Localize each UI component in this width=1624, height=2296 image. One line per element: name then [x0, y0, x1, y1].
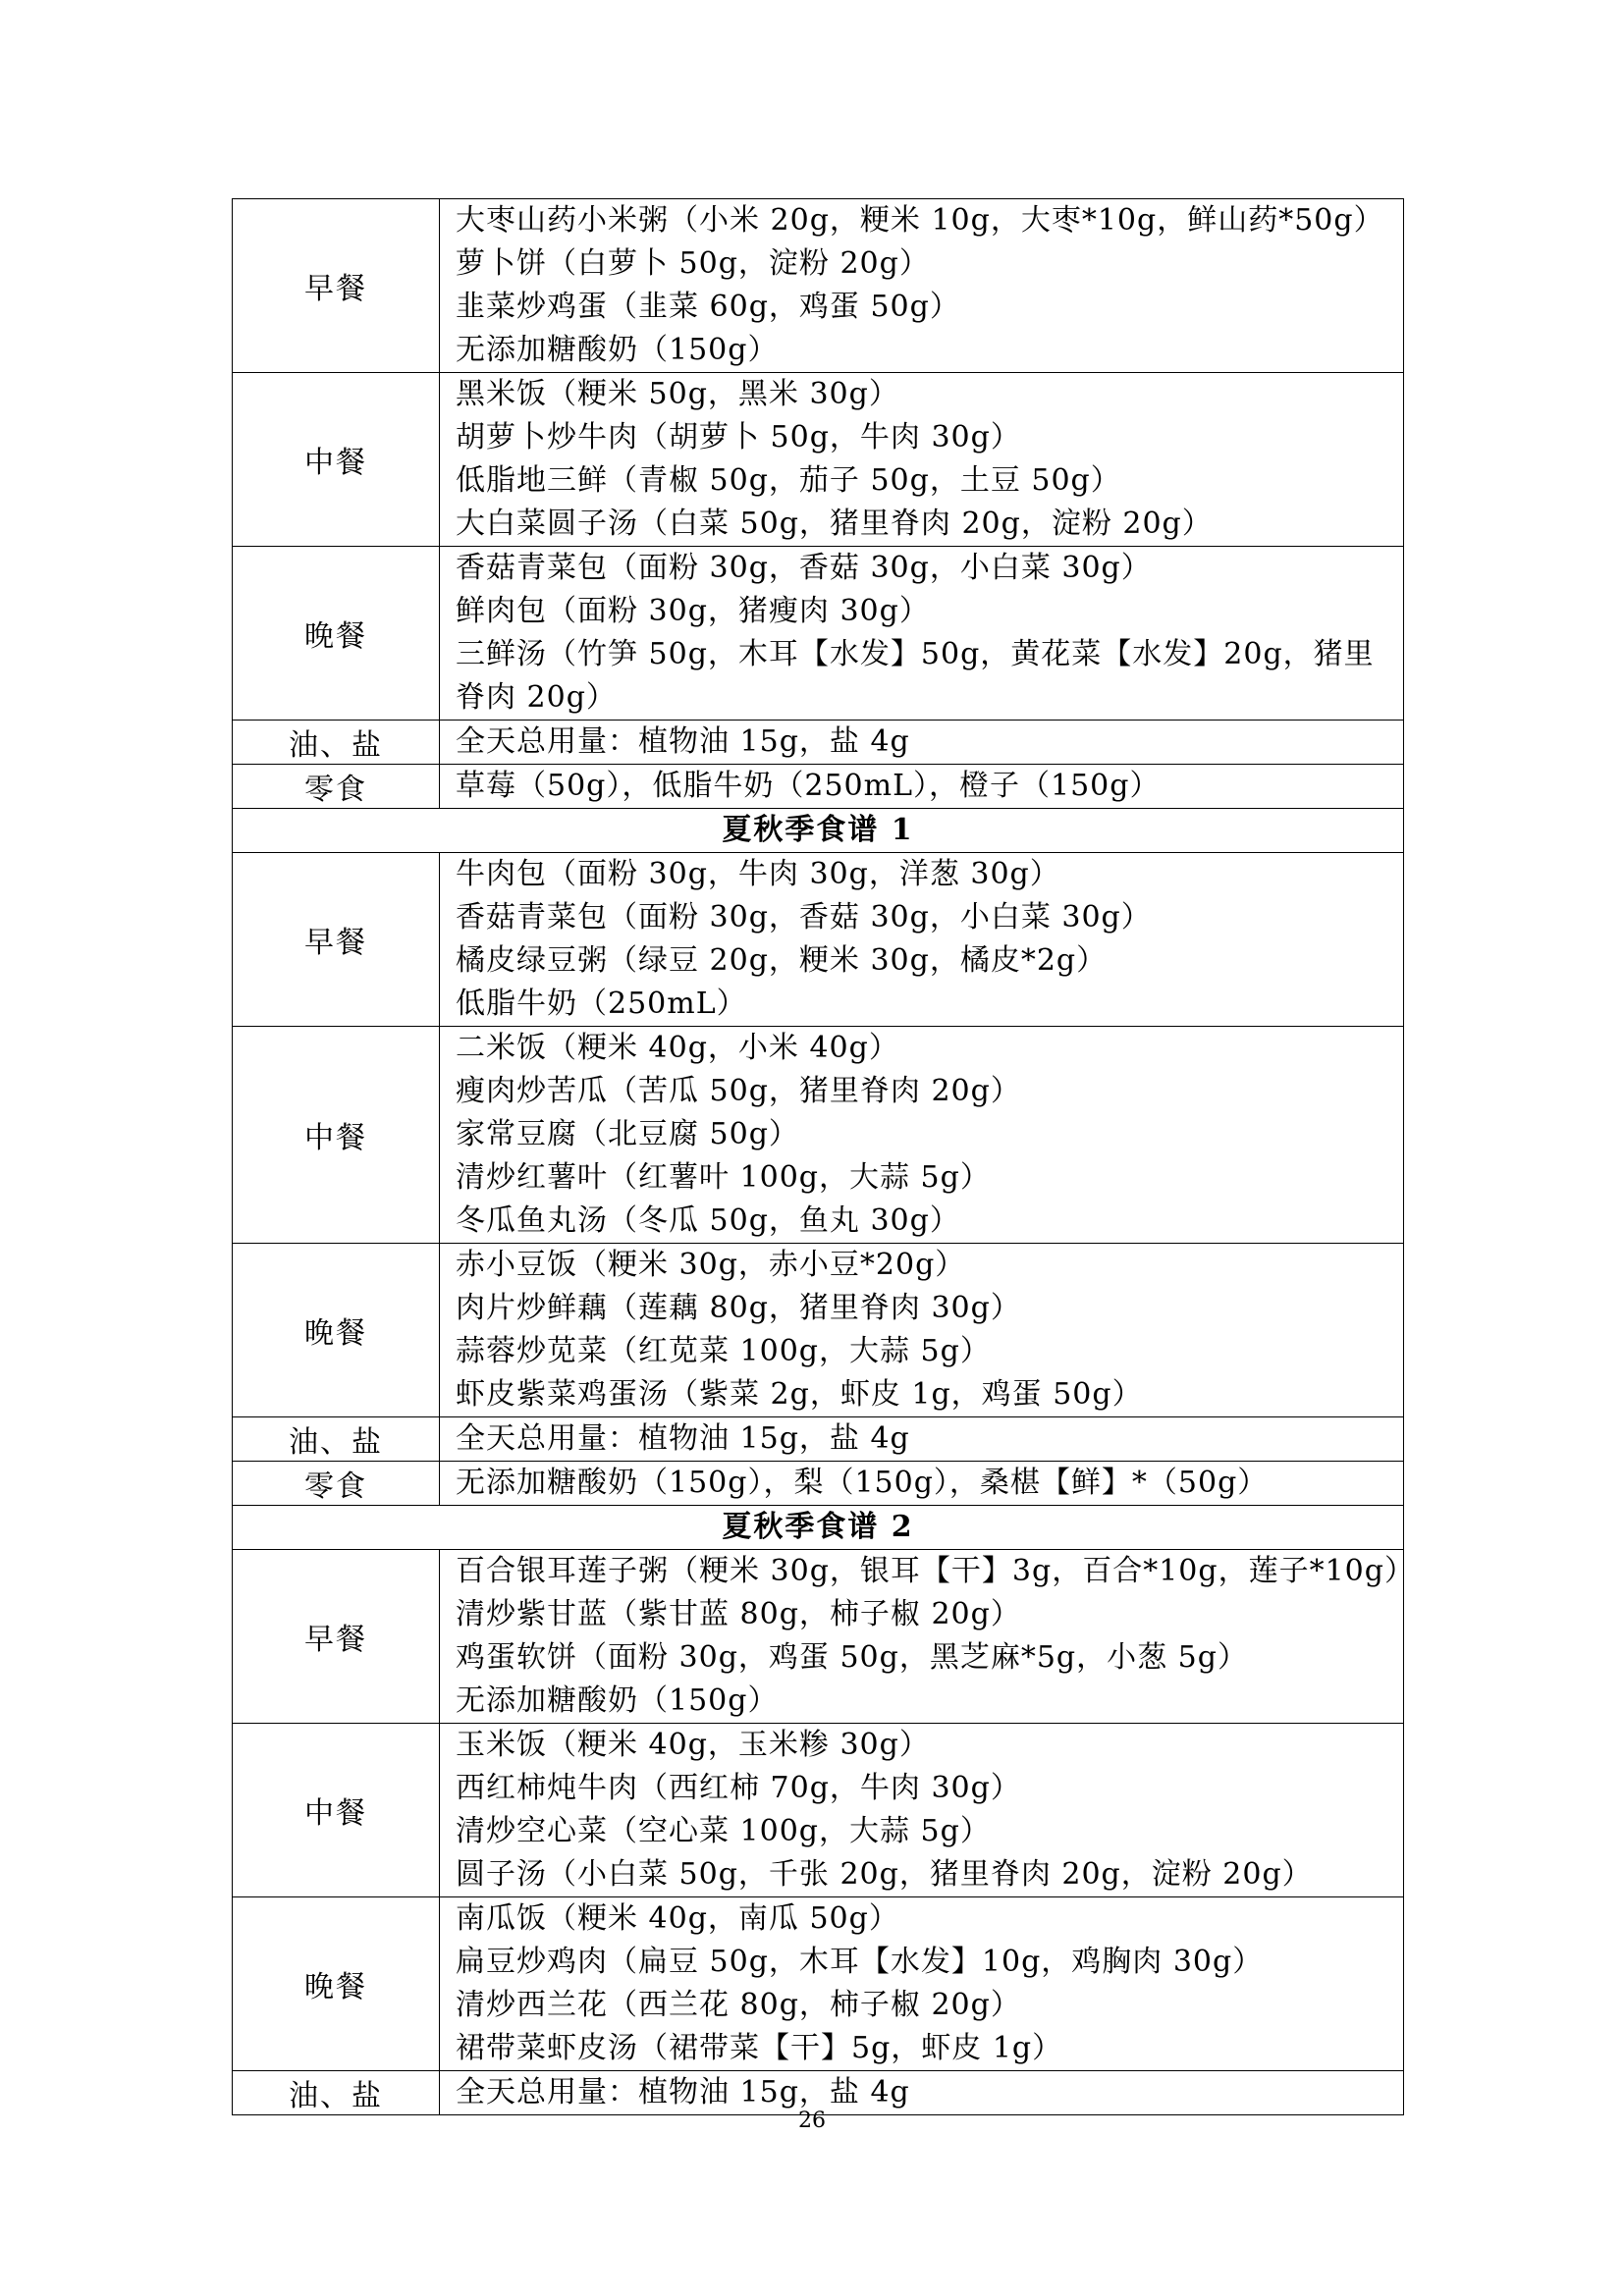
meal-row — [233, 1724, 1404, 1897]
meal-row — [233, 1550, 1404, 1724]
dish-line: 无添加糖酸奶（150g），梨（150g），桑椹【鲜】*（50g） — [456, 1466, 1269, 1500]
meal-row — [233, 1244, 1404, 1417]
meal-label: 晚餐 — [233, 547, 440, 721]
meal-label: 晚餐 — [233, 1244, 440, 1417]
dish-line: 肉片炒鲜藕（莲藕 80g，猪里脊肉 30g） — [456, 1291, 1021, 1325]
meal-items — [440, 199, 1404, 373]
dish-line: 鲜肉包（面粉 30g，猪瘦肉 30g） — [456, 594, 930, 628]
dish-line: 三鲜汤（竹笋 50g，木耳【水发】50g，黄花菜【水发】20g，猪里脊肉 20g） — [456, 637, 1375, 715]
meal-row — [233, 1027, 1404, 1244]
dish-line: 牛肉包（面粉 30g，牛肉 30g，洋葱 30g） — [456, 857, 1060, 891]
meal-label: 油、盐 — [233, 2071, 440, 2115]
dish-line: 橘皮绿豆粥（绿豆 20g，粳米 30g，橘皮*2g） — [456, 943, 1108, 978]
dish-line: 裙带菜虾皮汤（裙带菜【干】5g，虾皮 1g） — [456, 2031, 1063, 2065]
section-title: 夏秋季食谱 2 — [233, 1506, 1404, 1550]
meal-row — [233, 765, 1404, 809]
dish-line: 瘦肉炒苦瓜（苦瓜 50g，猪里脊肉 20g） — [456, 1074, 1021, 1108]
meal-row — [233, 721, 1404, 765]
meal-items — [440, 853, 1404, 1027]
dish-line: 南瓜饭（粳米 40g，南瓜 50g） — [456, 1901, 899, 1936]
dish-line: 玉米饭（粳米 40g，玉米糁 30g） — [456, 1728, 930, 1762]
dish-line: 清炒紫甘蓝（紫甘蓝 80g，柿子椒 20g） — [456, 1597, 1021, 1631]
section-row — [233, 1506, 1404, 1550]
dish-line: 香菇青菜包（面粉 30g，香菇 30g，小白菜 30g） — [456, 900, 1152, 934]
dish-line: 赤小豆饭（粳米 30g，赤小豆*20g） — [456, 1248, 966, 1282]
dish-line: 二米饭（粳米 40g，小米 40g） — [456, 1031, 899, 1065]
dish-line: 草莓（50g），低脂牛奶（250mL），橙子（150g） — [456, 769, 1161, 803]
meal-label: 油、盐 — [233, 721, 440, 765]
meal-items — [440, 765, 1404, 809]
meal-row — [233, 1897, 1404, 2071]
dish-line: 无添加糖酸奶（150g） — [456, 1683, 779, 1718]
meal-label: 零食 — [233, 765, 440, 809]
meal-items — [440, 1244, 1404, 1417]
dish-line: 扁豆炒鸡肉（扁豆 50g，木耳【水发】10g，鸡胸肉 30g） — [456, 1945, 1264, 1979]
meal-items — [440, 373, 1404, 547]
section-row — [233, 809, 1404, 853]
meal-label: 中餐 — [233, 1724, 440, 1897]
dish-line: 低脂牛奶（250mL） — [456, 987, 747, 1021]
dish-line: 圆子汤（小白菜 50g，千张 20g，猪里脊肉 20g，淀粉 20g） — [456, 1857, 1313, 1892]
meal-label: 早餐 — [233, 1550, 440, 1724]
meal-items — [440, 1417, 1404, 1462]
dish-line: 蒜蓉炒苋菜（红苋菜 100g，大蒜 5g） — [456, 1334, 991, 1368]
meal-items — [440, 1027, 1404, 1244]
meal-row — [233, 853, 1404, 1027]
dish-line: 清炒红薯叶（红薯叶 100g，大蒜 5g） — [456, 1160, 991, 1195]
dish-line: 全天总用量：植物油 15g，盐 4g — [456, 2075, 910, 2109]
dish-line: 西红柿炖牛肉（西红柿 70g，牛肉 30g） — [456, 1771, 1021, 1805]
dish-line: 萝卜饼（白萝卜 50g，淀粉 20g） — [456, 246, 930, 281]
meal-row — [233, 547, 1404, 721]
dish-line: 百合银耳莲子粥（粳米 30g，银耳【干】3g，百合*10g，莲子*10g） — [456, 1554, 1415, 1588]
dish-line: 全天总用量：植物油 15g，盐 4g — [456, 1421, 910, 1456]
meal-row — [233, 1462, 1404, 1506]
meal-items — [440, 721, 1404, 765]
dish-line: 全天总用量：植物油 15g，盐 4g — [456, 724, 910, 759]
section-title: 夏秋季食谱 1 — [233, 809, 1404, 853]
dish-line: 大枣山药小米粥（小米 20g，粳米 10g，大枣*10g，鲜山药*50g） — [456, 203, 1384, 238]
meal-row — [233, 199, 1404, 373]
dish-line: 冬瓜鱼丸汤（冬瓜 50g，鱼丸 30g） — [456, 1203, 960, 1238]
dish-line: 家常豆腐（北豆腐 50g） — [456, 1117, 799, 1151]
dish-line: 韭菜炒鸡蛋（韭菜 60g，鸡蛋 50g） — [456, 290, 960, 324]
dish-line: 香菇青菜包（面粉 30g，香菇 30g，小白菜 30g） — [456, 551, 1152, 585]
meal-row — [233, 1417, 1404, 1462]
page-number: 26 — [798, 2109, 826, 2133]
dish-line: 胡萝卜炒牛肉（胡萝卜 50g，牛肉 30g） — [456, 420, 1021, 454]
meal-items — [440, 1724, 1404, 1897]
dish-line: 虾皮紫菜鸡蛋汤（紫菜 2g，虾皮 1g，鸡蛋 50g） — [456, 1377, 1143, 1412]
meal-label: 早餐 — [233, 199, 440, 373]
meal-label: 零食 — [233, 1462, 440, 1506]
dish-line: 黑米饭（粳米 50g，黑米 30g） — [456, 377, 899, 411]
meal-items — [440, 1462, 1404, 1506]
meal-label: 早餐 — [233, 853, 440, 1027]
meal-label: 油、盐 — [233, 1417, 440, 1462]
dish-line: 大白菜圆子汤（白菜 50g，猪里脊肉 20g，淀粉 20g） — [456, 507, 1213, 541]
dish-line: 清炒西兰花（西兰花 80g，柿子椒 20g） — [456, 1988, 1021, 2022]
dish-line: 鸡蛋软饼（面粉 30g，鸡蛋 50g，黑芝麻*5g，小葱 5g） — [456, 1640, 1248, 1675]
meal-items — [440, 1550, 1415, 1724]
meal-row — [233, 373, 1404, 547]
dish-line: 无添加糖酸奶（150g） — [456, 333, 779, 367]
meal-label: 中餐 — [233, 1027, 440, 1244]
dish-line: 清炒空心菜（空心菜 100g，大蒜 5g） — [456, 1814, 991, 1848]
meal-label: 中餐 — [233, 373, 440, 547]
meal-items — [440, 1897, 1404, 2071]
meal-label: 晚餐 — [233, 1897, 440, 2071]
recipe-table — [232, 198, 1415, 2115]
dish-line: 低脂地三鲜（青椒 50g，茄子 50g，土豆 50g） — [456, 463, 1121, 498]
meal-items — [440, 547, 1404, 721]
